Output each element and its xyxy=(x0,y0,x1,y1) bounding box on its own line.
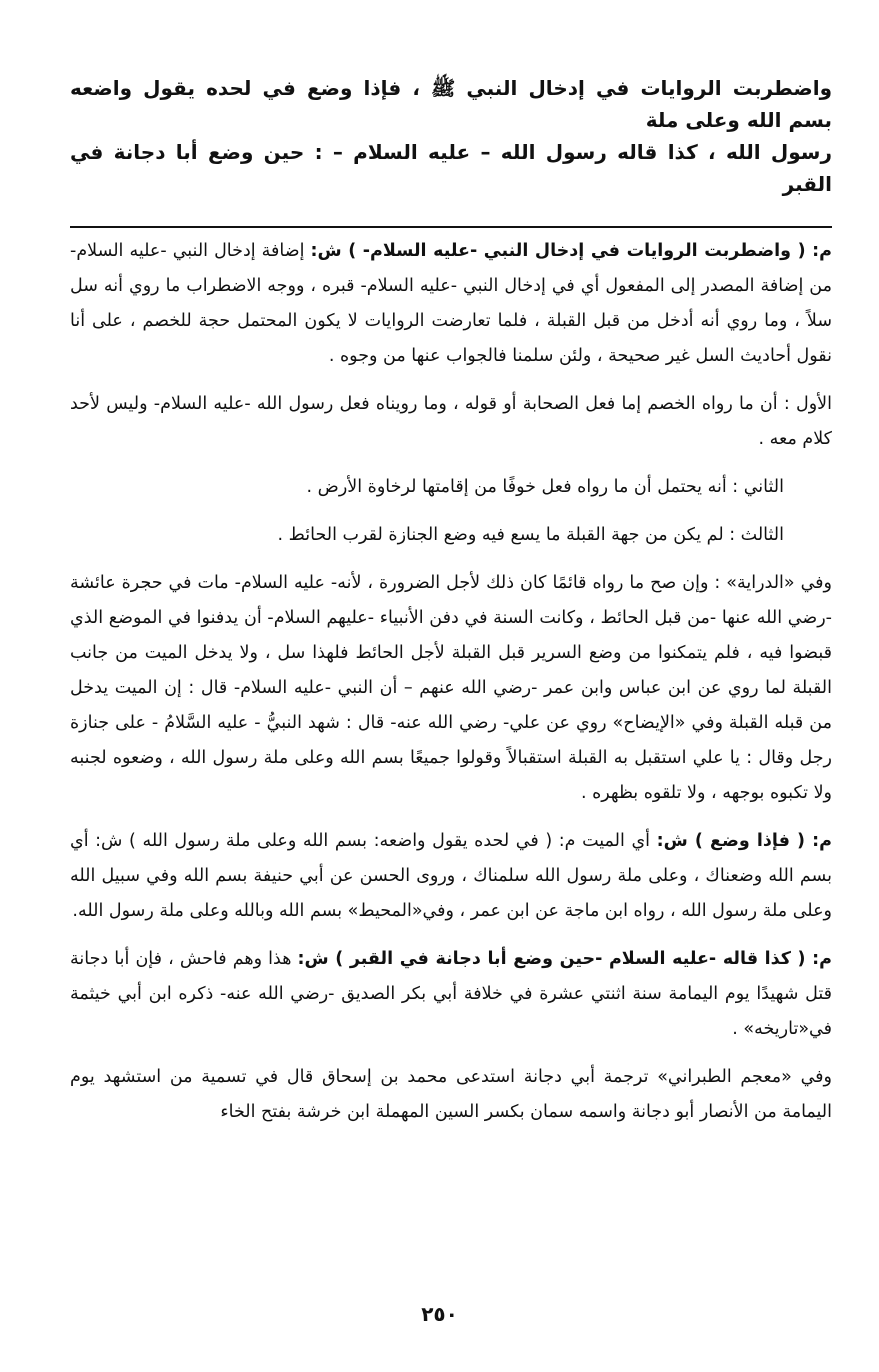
commentary-paragraph xyxy=(70,234,832,374)
commentary-paragraph xyxy=(70,566,832,811)
commentary-paragraph xyxy=(70,942,832,1047)
paragraph-text: الثالث : لم يكن من جهة القبلة ما يسع فيه وضع الجنازة لقرب الحائط . xyxy=(277,525,784,545)
section-divider xyxy=(70,226,832,228)
paragraph-text: الثاني : أنه يحتمل أن ما رواه فعل خوفًا من إقامتها لرخاوة الأرض . xyxy=(306,477,784,497)
commentary-paragraph xyxy=(70,470,832,505)
page-number: ٢٥٠ xyxy=(421,1302,458,1326)
sharh-commentary xyxy=(70,234,832,1130)
paragraph-head: م: ( واضطربت الروايات في إدخال النبي -عليه السلام- ) ش: xyxy=(310,241,832,261)
paragraph-head: م: ( فإذا وضع ) ش: xyxy=(656,831,832,851)
matn-text xyxy=(70,72,832,200)
paragraph-text: هذا وهم فاحش ، فإن أبا دجانة قتل شهيدًا يوم اليمامة سنة اثنتي عشرة في خلافة أبي بكر الصديق -رضي الله عنه- ذكره ابن أبي خيثمة في«تاريخه» . xyxy=(70,949,832,1039)
commentary-paragraph xyxy=(70,824,832,929)
commentary-paragraph xyxy=(70,518,832,553)
paragraph-text: وفي «الدراية» : وإن صح ما رواه قائمًا كان ذلك لأجل الضرورة ، لأنه- عليه السلام- مات في حجرة عائشة -رضي الله عنها -من قبل الحائط ، وكانت السنة في دفن الأنبياء -عليهم السلام- أن يدفنوا في الموضع الذي قبضوا فيه ، فلم يتمكنوا من وضع السرير قبل القبلة لأجل الحائط فلهذا سل ، ولا يدخل الميت من جانب القبلة لما روي عن ابن عباس وابن عمر -رضي الله عنهم – أن النبي -عليه السلام- قال : إن الميت يدخل من قبله القبلة وفي «الإيضاح» روي عن علي- رضي الله عنه- قال : شهد النبيُّ - عليه السَّلامُ - على جنازة رجل وقال : يا علي استقبل به القبلة استقبالاً وقولوا جميعًا بسم الله وعلى ملة رسول الله ، وضعوه لجنبه ولا تكبوه بوجهه ، ولا تلقوه بظهره . xyxy=(70,573,832,803)
paragraph-text: أي الميت م: ( في لحده يقول واضعه: بسم الله وعلى ملة رسول الله ) ش: أي بسم الله وضعناك ، وعلى ملة رسول الله سلمناك ، وروى الحسن عن أبي حنيفة بسم الله وفي سبيل الله وعلى ملة رسول الله ، رواه ابن ماجة عن ابن عمر ، وفي«المحيط» بسم الله وبالله وعلى ملة رسول الله. xyxy=(70,831,832,921)
page-body xyxy=(70,72,832,1143)
paragraph-text: وفي «معجم الطبراني» ترجمة أبي دجانة استدعى محمد بن إسحاق قال في تسمية من استشهد يوم اليمامة من الأنصار أبو دجانة واسمه سمان بكسر السين المهملة ابن خرشة بفتح الخاء xyxy=(70,1067,832,1122)
paragraph-text: إضافة إدخال النبي -عليه السلام- من إضافة المصدر إلى المفعول أي في إدخال النبي -عليه السلام- قبره ، ووجه الاضطراب ما روي أنه سل سلاً ، وما روي أنه أدخل من قبل القبلة ، فلما تعارضت الروايات لا يكون المحتمل حجة للخصم ، على أنا نقول أحاديث السل غير صحيحة ، ولئن سلمنا فالجواب عنها من وجوه . xyxy=(70,241,832,366)
paragraph-head: م: ( كذا قاله -عليه السلام -حين وضع أبا دجانة في القبر ) ش: xyxy=(297,949,832,969)
commentary-paragraph xyxy=(70,1060,832,1130)
matn-line: واضطربت الروايات في إدخال النبي ﷺ ، فإذا وضع في لحده يقول واضعه بسم الله وعلى ملة xyxy=(70,76,832,132)
commentary-paragraph xyxy=(70,387,832,457)
matn-line: رسول الله ، كذا قاله رسول الله – عليه السلام – : حين وضع أبا دجانة في القبر xyxy=(70,140,832,196)
paragraph-text: الأول : أن ما رواه الخصم إما فعل الصحابة أو قوله ، وما رويناه فعل رسول الله -عليه السلام- وليس لأحد كلام معه . xyxy=(70,394,832,449)
